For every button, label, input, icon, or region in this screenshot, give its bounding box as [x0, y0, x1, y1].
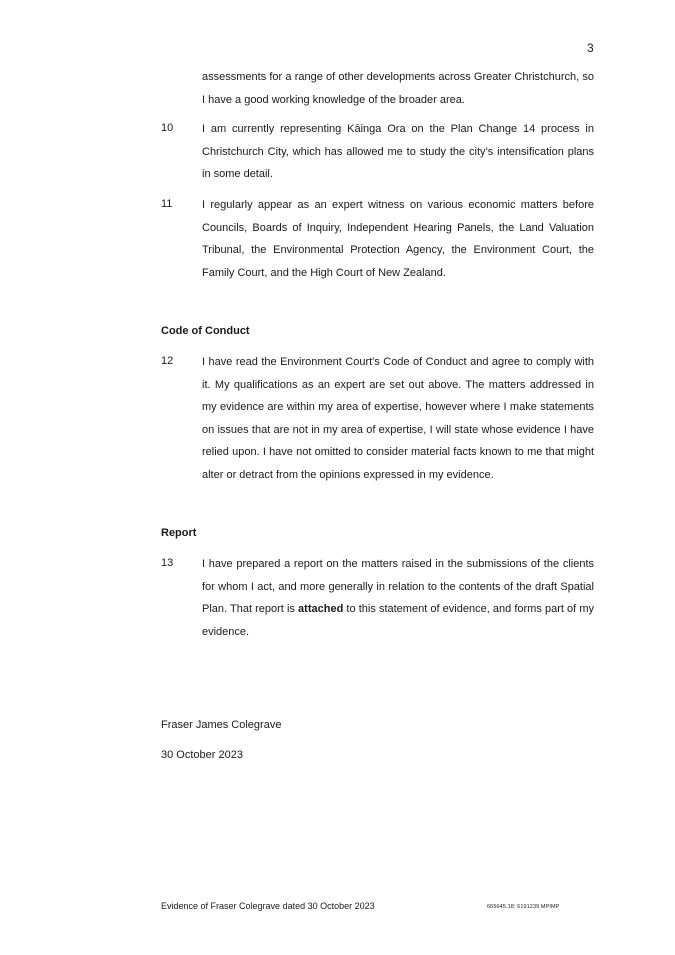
heading-code-of-conduct: Code of Conduct: [161, 325, 250, 337]
footer-reference: 665645.18: 6191239 MPIMP: [487, 904, 560, 910]
paragraph-13-text-after: to this statement of evidence, and forms part of my evidence.: [202, 603, 594, 638]
paragraph-number-12: 12: [161, 355, 174, 367]
paragraph-13-text: [202, 553, 594, 643]
paragraph-continuation: assessments for a range of other developments across Greater Christchurch, so I have a good working knowledge of the broader area.: [202, 71, 594, 106]
paragraph-13-text-before: I have prepared a report on the matters raised in the submissions of the clients for whom I act, and more generally in relation to the contents of the draft Spatial Plan. That report is: [202, 558, 594, 616]
footer-title: Evidence of Fraser Colegrave dated 30 October 2023: [161, 901, 375, 911]
paragraph-13-bold-word: attached: [298, 603, 344, 616]
page-number: 3: [587, 41, 594, 55]
signature-date: 30 October 2023: [161, 749, 243, 761]
paragraph-10-text: I am currently representing Kāinga Ora on the Plan Change 14 process in Christchurch City, which has allowed me to study the city’s intensification plans in some detail.: [202, 123, 594, 181]
paragraph-number-11: 11: [161, 198, 173, 210]
paragraph-11-text: I regularly appear as an expert witness on various economic matters before Councils, Boards of Inquiry, Independent Hearing Panels, the Land Valuation Tribunal, the Environmental Protection Agency, the Environment Court, the Family Court, and the High Court of New Zealand.: [202, 199, 594, 279]
heading-report: Report: [161, 527, 197, 539]
paragraph-number-10: 10: [161, 122, 174, 134]
signatory-name: Fraser James Colegrave: [161, 719, 282, 731]
paragraph-12-text: I have read the Environment Court's Code of Conduct and agree to comply with it. My qualifications as an expert are set out above. The matters addressed in my evidence are within my area of expertise, however where I make statements on issues that are not in my area of expertise, I will state whose evidence I have relied upon. I have not omitted to consider material facts known to me that might alter or detract from the opinions expressed in my evidence.: [202, 356, 594, 481]
paragraph-number-13: 13: [161, 557, 174, 569]
